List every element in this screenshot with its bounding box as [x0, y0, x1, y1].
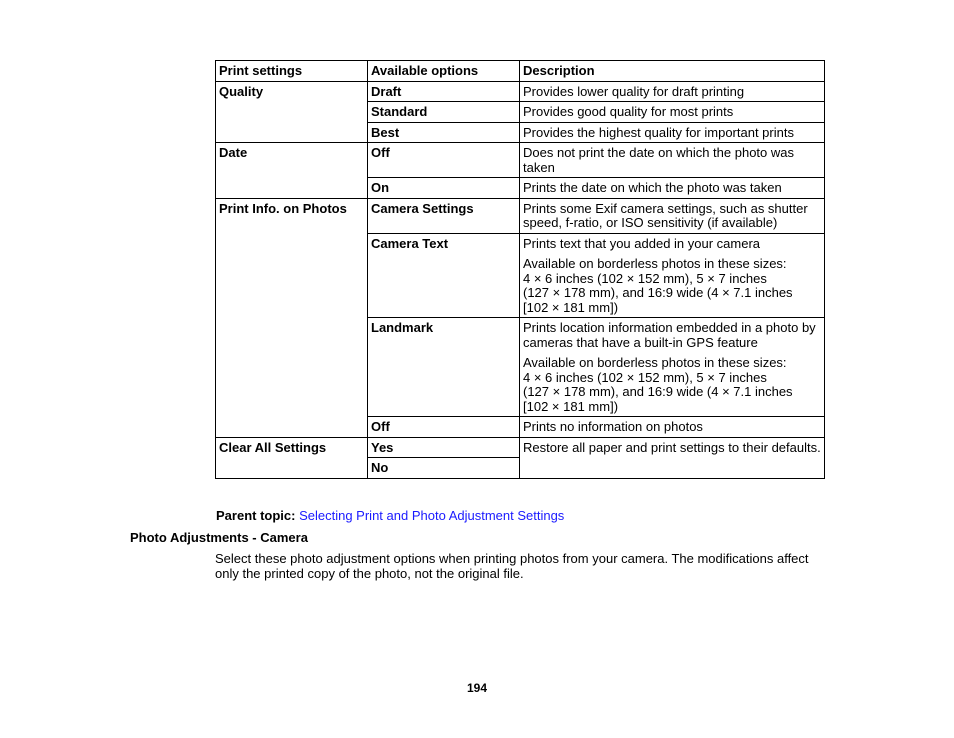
- setting-print-info: Print Info. on Photos: [216, 198, 368, 437]
- option-date-off: Off: [368, 143, 520, 178]
- note-line: 4 × 6 inches (102 × 152 mm), 5 × 7 inches: [523, 270, 767, 286]
- table-row: [216, 198, 825, 233]
- note-line: 4 × 6 inches (102 × 152 mm), 5 × 7 inches: [523, 369, 767, 385]
- note-line: [102 × 181 mm]): [523, 398, 619, 414]
- availability-note: [523, 356, 821, 414]
- note-line: Available on borderless photos in these sizes:: [523, 355, 787, 370]
- option-info-off: Off: [368, 417, 520, 438]
- option-yes: Yes: [368, 437, 520, 458]
- option-standard: Standard: [368, 102, 520, 123]
- parent-topic: [216, 508, 564, 523]
- table-row: [216, 143, 825, 178]
- note-line: (127 × 178 mm), and 16:9 wide (4 × 7.1 inches: [523, 285, 793, 300]
- desc-best: Provides the highest quality for important prints: [520, 122, 825, 143]
- desc-landmark-cell: [520, 318, 825, 417]
- desc-draft: Provides lower quality for draft printing: [520, 81, 825, 102]
- note-line: Available on borderless photos in these sizes:: [523, 256, 787, 271]
- desc-camera-text: Prints text that you added in your camera: [523, 235, 761, 251]
- section-heading: Photo Adjustments - Camera: [130, 530, 308, 545]
- setting-quality: Quality: [216, 81, 368, 143]
- parent-topic-link[interactable]: Selecting Print and Photo Adjustment Settings: [299, 508, 565, 523]
- desc-landmark: Prints location information embedded in a photo by cameras that have a built-in GPS feature: [523, 320, 816, 350]
- header-description: Description: [520, 61, 825, 82]
- desc-info-off: Prints no information on photos: [520, 417, 825, 438]
- note-line: (127 × 178 mm), and 16:9 wide (4 × 7.1 inches: [523, 384, 793, 399]
- table-row: [216, 437, 825, 458]
- desc-camera-settings: Prints some Exif camera settings, such as shutter speed, f-ratio, or ISO sensitivity (if available): [520, 198, 825, 233]
- table-row: [216, 81, 825, 102]
- option-date-on: On: [368, 178, 520, 199]
- setting-date: Date: [216, 143, 368, 199]
- option-camera-settings: Camera Settings: [368, 198, 520, 233]
- print-settings-table: [215, 60, 825, 479]
- header-print-settings: Print settings: [216, 61, 368, 82]
- option-camera-text: Camera Text: [368, 233, 520, 318]
- desc-date-on: Prints the date on which the photo was taken: [520, 178, 825, 199]
- desc-standard: Provides good quality for most prints: [520, 102, 825, 123]
- availability-note: [523, 257, 821, 315]
- note-line: [102 × 181 mm]): [523, 299, 619, 315]
- parent-topic-label: Parent topic:: [216, 508, 296, 523]
- desc-clear-all: Restore all paper and print settings to their defaults.: [520, 437, 825, 478]
- option-best: Best: [368, 122, 520, 143]
- header-available-options: Available options: [368, 61, 520, 82]
- page-number: 194: [466, 681, 488, 695]
- table-header-row: [216, 61, 825, 82]
- setting-clear-all: Clear All Settings: [216, 437, 368, 478]
- section-body: Select these photo adjustment options when printing photos from your camera. The modifications affect only the printed copy of the photo, not the original file.: [215, 551, 809, 581]
- option-no: No: [368, 458, 520, 479]
- option-draft: Draft: [368, 81, 520, 102]
- desc-camera-text-cell: [520, 233, 825, 318]
- desc-date-off: Does not print the date on which the photo was taken: [520, 143, 825, 178]
- option-landmark: Landmark: [368, 318, 520, 417]
